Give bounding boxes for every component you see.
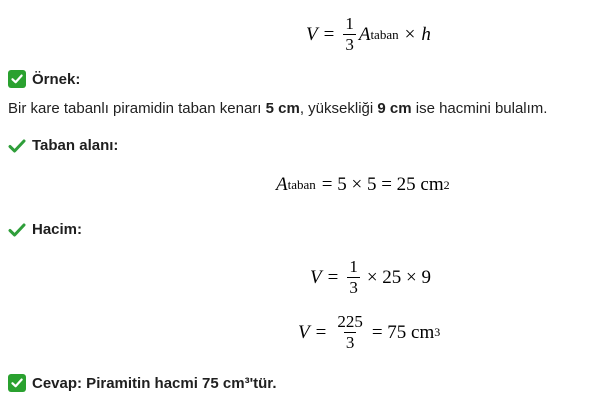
- volume-line2-exp: 3: [434, 325, 441, 339]
- example-base-edge: 5 cm: [265, 100, 300, 117]
- answer-text: Cevap: Piramitin hacmi 75 cm³'tür.: [32, 374, 277, 392]
- volume-line2-num: 225: [337, 312, 363, 331]
- example-text: [8, 100, 547, 117]
- volume-line2-fraction: [335, 312, 365, 353]
- base-area-A: A: [276, 174, 288, 195]
- volume-line1-eq: =: [327, 266, 339, 288]
- volume-heading: [8, 221, 82, 238]
- base-area-title: Taban alanı:: [32, 137, 119, 154]
- check-box-icon: [8, 374, 26, 392]
- volume-line-1: [310, 257, 431, 298]
- volume-line1-lhs: V: [310, 266, 322, 288]
- formula-A: A: [358, 23, 371, 45]
- volume-title: Hacim:: [32, 221, 83, 238]
- volume-line2-rest: = 75 cm: [371, 321, 435, 343]
- volume-line1-fraction: [347, 257, 360, 298]
- volume-line2-eq: =: [315, 321, 327, 343]
- volume-line1-num: 1: [349, 257, 358, 276]
- volume-line2-den: 3: [345, 333, 355, 352]
- base-area-A-sub: taban: [287, 177, 316, 192]
- base-area-expr: = 5 × 5 = 25 cm: [321, 174, 444, 195]
- example-title: Örnek:: [32, 70, 81, 88]
- volume-line2-lhs: V: [298, 321, 310, 343]
- check-mark-icon: [8, 222, 26, 238]
- volume-line1-rest: × 25 × 9: [366, 266, 432, 288]
- formula-times: ×: [404, 23, 416, 45]
- base-area-exp: 2: [443, 177, 450, 192]
- base-area-heading: [8, 137, 118, 154]
- formula-equals: =: [323, 23, 335, 45]
- base-area-equation: [276, 174, 450, 196]
- check-box-icon: [8, 70, 26, 88]
- volume-line-2: [298, 312, 440, 353]
- volume-line1-den: 3: [349, 278, 358, 297]
- formula-lhs: V: [306, 23, 318, 45]
- formula-frac-num: 1: [345, 14, 354, 33]
- check-mark-icon: [8, 138, 26, 154]
- example-height: 9 cm: [377, 100, 412, 117]
- volume-formula: [306, 14, 431, 55]
- formula-frac-den: 3: [345, 35, 354, 54]
- example-text-part-2: , yüksekliği: [299, 100, 378, 117]
- formula-h: h: [421, 23, 431, 45]
- example-text-part-1: Bir kare tabanlı piramidin taban kenarı: [8, 100, 266, 117]
- answer-line: [8, 374, 276, 392]
- example-text-part-3: ise hacmini bulalım.: [411, 100, 548, 117]
- formula-fraction: [343, 14, 356, 55]
- example-heading: [8, 70, 80, 88]
- formula-A-sub: taban: [370, 26, 399, 42]
